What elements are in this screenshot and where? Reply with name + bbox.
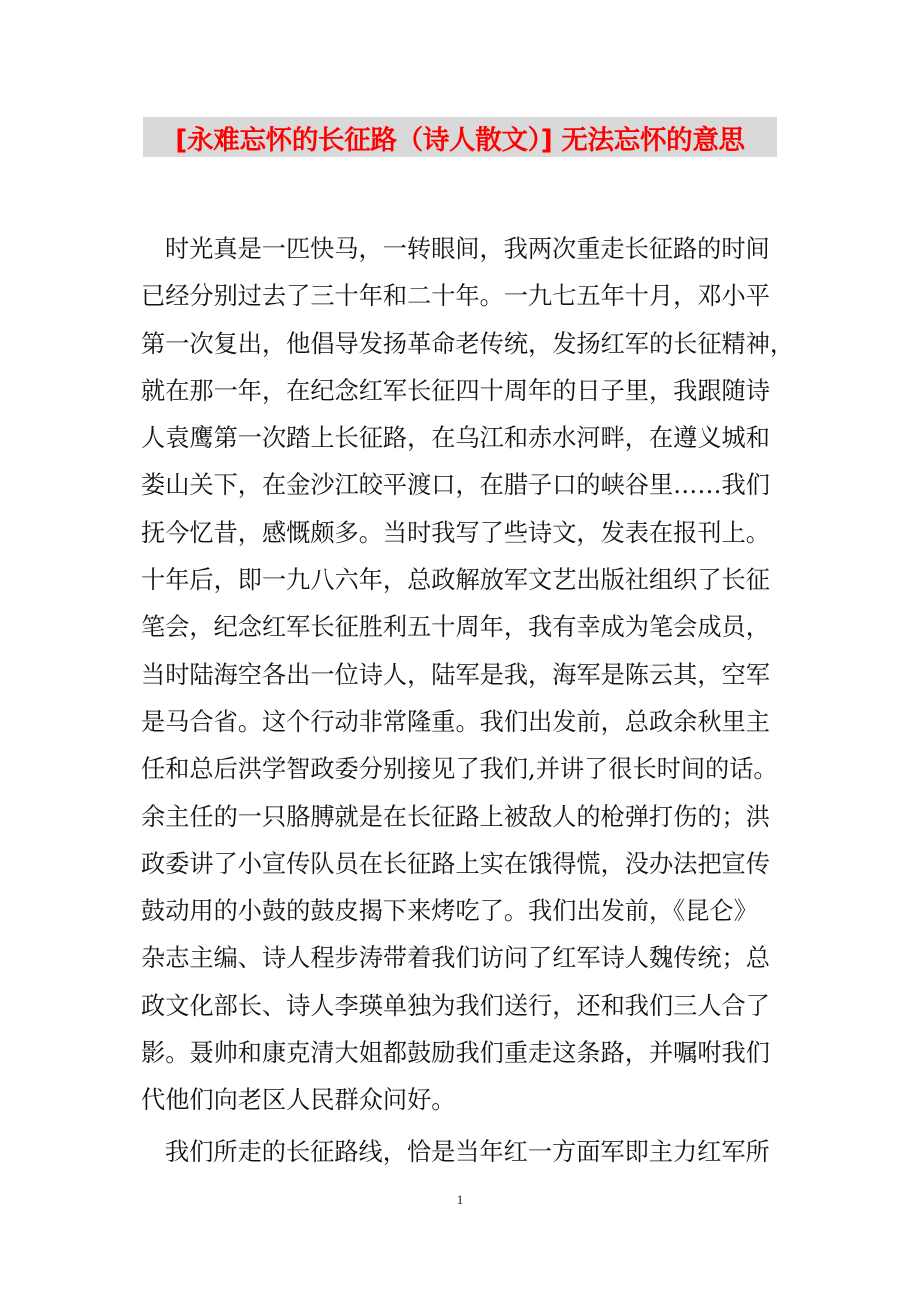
page-number: 1 (456, 1192, 464, 1207)
text-line: 杂志主编、诗人程步涛带着我们访问了红军诗人魏传统；总 (141, 944, 770, 973)
text-line: 就在那一年，在纪念红军长征四十周年的日子里，我跟随诗 (141, 376, 770, 405)
text-line: 十年后，即一九八六年，总政解放军文艺出版社组织了长征 (141, 566, 770, 595)
text-line: 当时陆海空各出一位诗人，陆军是我，海军是陈云其，空军 (141, 660, 770, 689)
text-line: 政委讲了小宣传队员在长征路上实在饿得慌，没办法把宣传 (141, 849, 770, 878)
text-line: 已经分别过去了三十年和二十年。一九七五年十月，邓小平 (141, 282, 770, 311)
paragraph-1 (141, 226, 795, 1125)
text-line: 时光真是一匹快马，一转眼间，我两次重走长征路的时间 (165, 235, 770, 263)
text-line: 第一次复出，他倡导发扬革命老传统，发扬红军的长征精神， (141, 329, 795, 358)
text-line: 代他们向老区人民群众问好。 (141, 1086, 456, 1115)
article-body (141, 226, 795, 1176)
title-highlight (143, 117, 777, 157)
text-line: 人袁鹰第一次踏上长征路，在乌江和赤水河畔，在遵义城和 (141, 424, 770, 453)
text-line: 抚今忆昔，感慨颇多。当时我写了些诗文，发表在报刊上。 (141, 518, 770, 547)
text-line: 余主任的一只胳膊就是在长征路上被敌人的枪弹打伤的；洪 (141, 802, 770, 831)
text-line: 政文化部长、诗人李瑛单独为我们送行，还和我们三人合了 (141, 991, 770, 1020)
paragraph-2 (141, 1129, 791, 1176)
page-title: [永难忘怀的长征路（诗人散文）] 无法忘怀的意思 (175, 124, 745, 156)
text-line: 鼓动用的小鼓的鼓皮揭下来烤吃了。我们出发前，《昆仑》 (141, 897, 758, 926)
text-line: 娄山关下，在金沙江皎平渡口，在腊子口的峡谷里……我们 (141, 471, 770, 500)
text-line: 影。聂帅和康克清大姐都鼓励我们重走这条路，并嘱咐我们 (141, 1039, 770, 1068)
text-line: 是马合省。这个行动非常隆重。我们出发前，总政余秋里主 (141, 707, 770, 736)
text-line: 任和总后洪学智政委分别接见了我们,并讲了很长时间的话。 (141, 755, 778, 784)
text-line: 笔会，纪念红军长征胜利五十周年，我有幸成为笔会成员， (141, 613, 770, 642)
text-line: 我们所走的长征路线，恰是当年红一方面军即主力红军所 (165, 1137, 770, 1166)
